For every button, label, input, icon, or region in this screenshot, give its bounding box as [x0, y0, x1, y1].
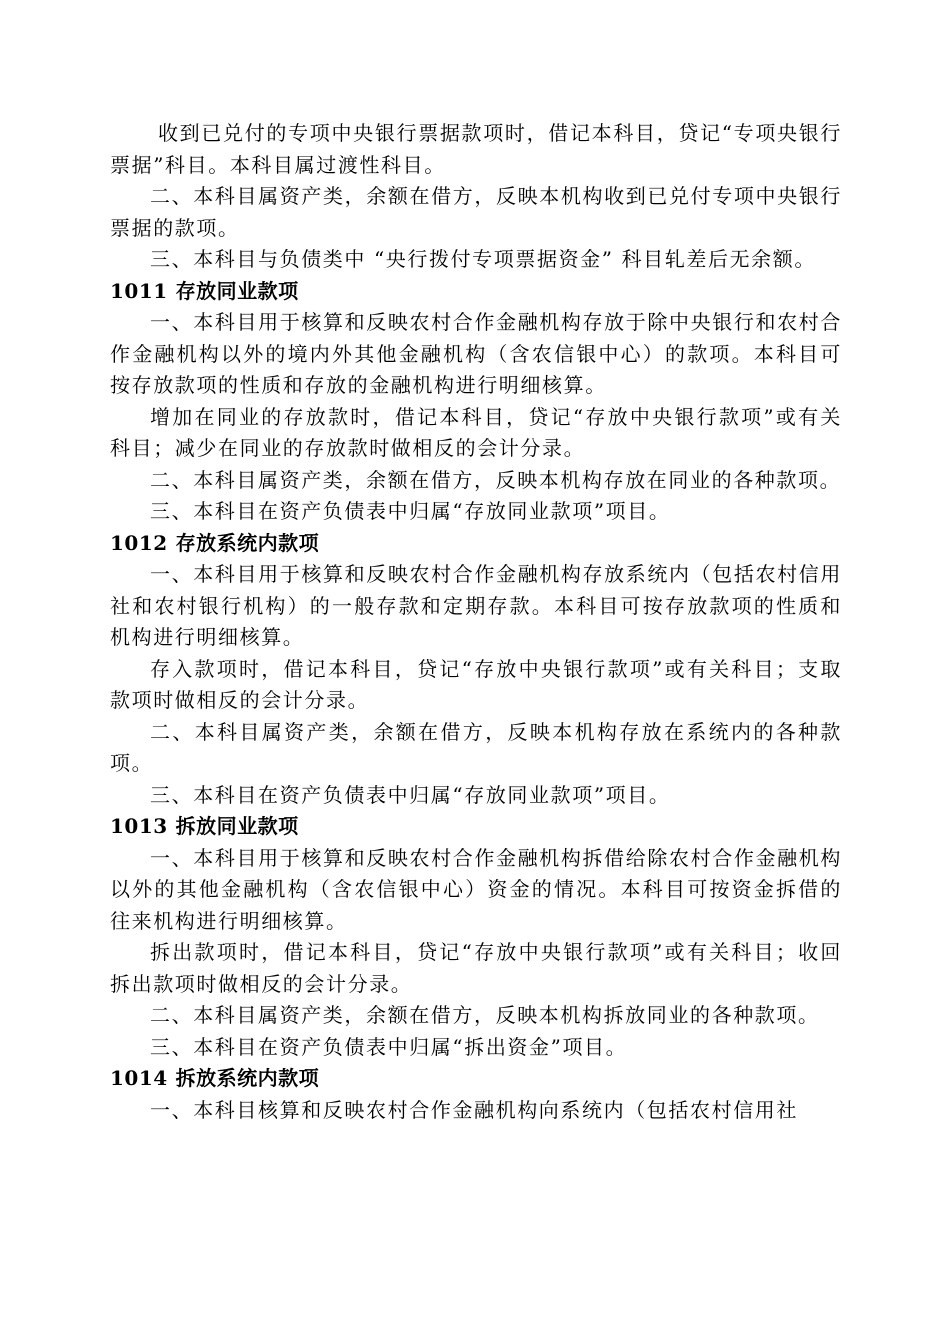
paragraph: 三、本科目与负债类中 “央行拨付专项票据资金” 科目轧差后无余额。 [150, 247, 816, 271]
paragraph: 二、本科目属资产类，余额在借方，反映本机构收到已兑付专项中央银行票据的款项。 [110, 184, 842, 240]
section-1014 [110, 1063, 842, 1126]
section-heading [110, 276, 842, 308]
paragraph: 一、本科目用于核算和反映农村合作金融机构存放于除中央银行和农村合作金融机构以外的境内外其他金融机构（含农信银中心）的款项。本科目可按存放款项的性质和存放的金融机构进行明细核算。 [110, 310, 842, 397]
paragraph: 三、本科目在资产负债表中归属“拆出资金”项目。 [150, 1034, 628, 1059]
paragraph: 二、本科目属资产类，余额在借方，反映本机构拆放同业的各种款项。 [150, 1003, 820, 1027]
section-1011 [110, 276, 842, 528]
paragraph: 拆出款项时，借记本科目，贷记“存放中央银行款项”或有关科目；收回拆出款项时做相反的会计分录。 [110, 940, 842, 996]
paragraph: 二、本科目属资产类，余额在借方，反映本机构存放在同业的各种款项。 [150, 467, 842, 492]
paragraph: 三、本科目在资产负债表中归属“存放同业款项”项目。 [150, 782, 671, 807]
paragraph: 一、本科目用于核算和反映农村合作金融机构拆借给除农村合作金融机构以外的其他金融机构（含农信银中心）资金的情况。本科目可按资金拆借的往来机构进行明细核算。 [110, 845, 842, 933]
paragraph: 收到已兑付的专项中央银行票据款项时，借记本科目，贷记“专项央银行票据”科目。本科目属过渡性科目。 [110, 121, 842, 177]
section-heading [110, 528, 842, 560]
paragraph: 三、本科目在资产负债表中归属“存放同业款项”项目。 [150, 499, 671, 523]
section-heading [110, 1063, 842, 1095]
account-title: 拆放系统内款项 [175, 1066, 320, 1090]
account-code: 1012 [110, 530, 168, 555]
section-1012 [110, 528, 842, 812]
section-heading [110, 811, 842, 843]
paragraph: 二、本科目属资产类，余额在借方，反映本机构存放在系统内的各种款项。 [110, 719, 842, 775]
account-code: 1013 [110, 814, 168, 838]
section-1013 [110, 811, 842, 1063]
account-code: 1011 [110, 278, 168, 303]
account-code: 1014 [110, 1066, 168, 1090]
paragraph: 增加在同业的存放款时，借记本科目，贷记“存放中央银行款项”或有关科目；减少在同业的存放款时做相反的会计分录。 [110, 404, 842, 460]
account-title: 存放同业款项 [175, 278, 299, 303]
document-page [110, 118, 842, 1126]
intro-section [110, 118, 842, 276]
paragraph: 一、本科目用于核算和反映农村合作金融机构存放系统内（包括农村信用社和农村银行机构）的一般存款和定期存款。本科目可按存放款项的性质和机构进行明细核算。 [110, 562, 842, 649]
paragraph: 一、本科目核算和反映农村合作金融机构向系统内（包括农村信用社 [150, 1097, 798, 1122]
account-title: 拆放同业款项 [175, 814, 299, 838]
account-title: 存放系统内款项 [175, 530, 320, 555]
paragraph: 存入款项时，借记本科目，贷记“存放中央银行款项”或有关科目；支取款项时做相反的会计分录。 [110, 656, 842, 712]
